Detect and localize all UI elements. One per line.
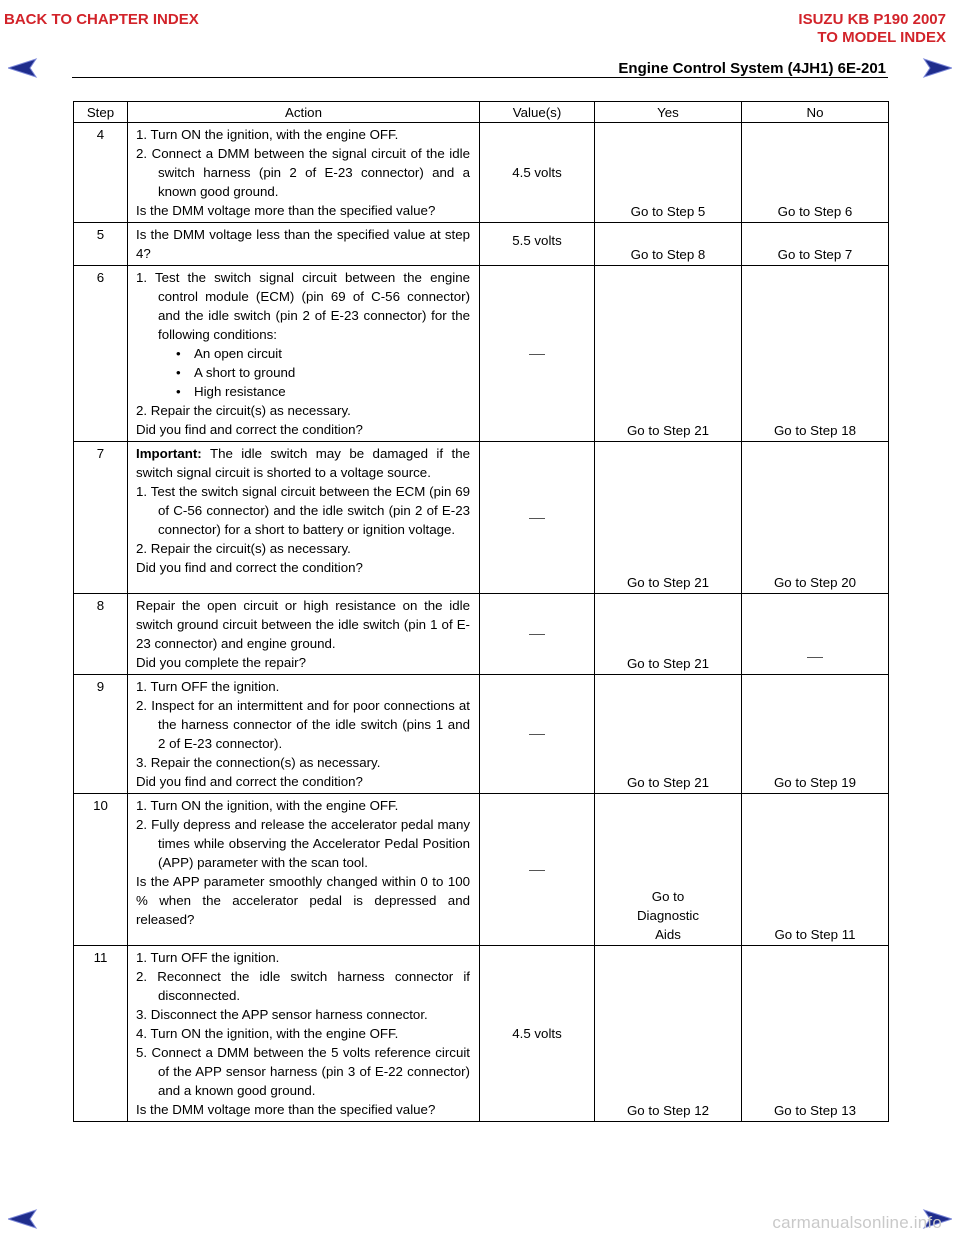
no-dash [742,594,889,675]
value-dash [480,675,595,794]
dash-icon [529,354,545,355]
numbered-item: 3. Disconnect the APP sensor harness connector. [136,1007,428,1022]
col-header-step: Step [74,102,128,123]
next-page-arrow-icon[interactable] [922,58,956,80]
page-header-title: Engine Control System (4JH1) 6E-201 [618,60,886,77]
col-header-values: Value(s) [480,102,595,123]
important-label: Important: [136,446,202,461]
action-line: Did you complete the repair? [136,655,306,670]
action-line: Is the APP parameter smoothly changed within 0 to 100 % when the accelerator pedal is depressed and released? [136,874,470,927]
numbered-item: 1. Turn OFF the ignition. [136,679,280,694]
bullet-item: • High resistance [136,382,470,401]
numbered-item: 1. Test the switch signal circuit between the ECM (pin 69 of C-56 connector) and the idle switch (pin 2 of E-23 connector) for a short to battery or ignition voltage. [136,484,470,537]
bullet-item: • An open circuit [136,344,470,363]
table-row [74,594,889,675]
back-to-chapter-index-link[interactable]: BACK TO CHAPTER INDEX [4,11,199,28]
col-header-yes: Yes [595,102,742,123]
action-cell [128,442,480,594]
dash-icon [529,734,545,735]
action-line: Did you find and correct the condition? [136,560,363,575]
action-line: Is the DMM voltage less than the specified value at step 4? [136,227,470,261]
yes-cell: Go to Step 5 [595,123,742,223]
dash-icon [529,870,545,871]
action-cell [128,123,480,223]
action-cell [128,223,480,266]
table-row [74,675,889,794]
action-line: Did you find and correct the condition? [136,774,363,789]
action-line: Is the DMM voltage more than the specified value? [136,203,436,218]
numbered-item: 2. Inspect for an intermittent and for poor connections at the harness connector of the idle switch (pins 1 and 2 of E-23 connector). [136,698,470,751]
numbered-item: 2. Reconnect the idle switch harness connector if disconnected. [136,969,470,1003]
header-rule [72,77,888,78]
model-index-link[interactable]: TO MODEL INDEX [817,29,946,46]
important-text: The idle switch may be damaged if the switch signal circuit is shorted to a voltage source. [136,446,470,480]
yes-cell: Go to Step 12 [595,946,742,1122]
value-cell: 5.5 volts [480,223,595,266]
value-dash [480,794,595,946]
prev-page-arrow-bottom-icon[interactable] [8,1209,42,1231]
dash-icon [807,657,823,658]
table-row [74,946,889,1122]
important-note [136,444,470,482]
numbered-item: 1. Turn ON the ignition, with the engine OFF. [136,798,399,813]
action-cell [128,794,480,946]
action-line: Did you find and correct the condition? [136,422,363,437]
col-header-action: Action [128,102,480,123]
action-cell [128,675,480,794]
yes-cell: Go to Step 21 [595,266,742,442]
action-line: Repair the open circuit or high resistance on the idle switch ground circuit between the idle switch (pin 1 of E-23 connector) and engine ground. [136,598,470,651]
no-cell: Go to Step 11 [742,794,889,946]
step-number: 6 [74,266,128,442]
numbered-item: 1. Test the switch signal circuit between the engine control module (ECM) (pin 69 of C-56 connector) and the idle switch (pin 2 of E-23 connector) for the following conditions: [136,270,470,342]
yes-cell: Go to Step 21 [595,442,742,594]
action-cell [128,594,480,675]
step-number: 7 [74,442,128,594]
yes-cell: Go to Step 21 [595,594,742,675]
value-dash [480,442,595,594]
no-cell: Go to Step 13 [742,946,889,1122]
numbered-item: 5. Connect a DMM between the 5 volts reference circuit of the APP sensor harness (pin 3 of E-22 connector) and a known good ground. [136,1045,470,1098]
bullet-item: • A short to ground [136,363,470,382]
action-cell [128,946,480,1122]
watermark: carmanualsonline.info [772,1213,942,1232]
yes-cell: Go to Step 8 [595,223,742,266]
yes-cell: Go to Step 21 [595,675,742,794]
yes-cell: Go to Diagnostic Aids [595,794,742,946]
numbered-item: 2. Repair the circuit(s) as necessary. [136,541,351,556]
numbered-item: 2. Repair the circuit(s) as necessary. [136,403,351,418]
numbered-item: 1. Turn OFF the ignition. [136,950,280,965]
numbered-item: 1. Turn ON the ignition, with the engine OFF. [136,127,399,142]
step-number: 8 [74,594,128,675]
value-cell: 4.5 volts [480,123,595,223]
table-row [74,223,889,266]
table-row [74,442,889,594]
step-number: 4 [74,123,128,223]
value-dash [480,594,595,675]
table-row [74,266,889,442]
action-line: Is the DMM voltage more than the specified value? [136,1102,436,1117]
no-cell: Go to Step 7 [742,223,889,266]
numbered-item: 2. Connect a DMM between the signal circuit of the idle switch harness (pin 2 of E-23 connector) and a known good ground. [136,146,470,199]
diagnostic-table [73,101,889,1122]
no-cell: Go to Step 19 [742,675,889,794]
action-cell [128,266,480,442]
table-row [74,123,889,223]
no-cell: Go to Step 18 [742,266,889,442]
no-cell: Go to Step 6 [742,123,889,223]
numbered-item: 3. Repair the connection(s) as necessary. [136,755,381,770]
table-header-row [74,102,889,123]
step-number: 5 [74,223,128,266]
dash-icon [529,518,545,519]
step-number: 9 [74,675,128,794]
col-header-no: No [742,102,889,123]
prev-page-arrow-icon[interactable] [8,58,42,80]
dash-icon [529,634,545,635]
model-title-link[interactable]: ISUZU KB P190 2007 [798,11,946,28]
numbered-item: 4. Turn ON the ignition, with the engine OFF. [136,1026,399,1041]
value-cell: 4.5 volts [480,946,595,1122]
step-number: 10 [74,794,128,946]
value-dash [480,266,595,442]
table-row [74,794,889,946]
no-cell: Go to Step 20 [742,442,889,594]
numbered-item: 2. Fully depress and release the accelerator pedal many times while observing the Accelerator Pedal Position (APP) parameter with the scan tool. [136,817,470,870]
step-number: 11 [74,946,128,1122]
